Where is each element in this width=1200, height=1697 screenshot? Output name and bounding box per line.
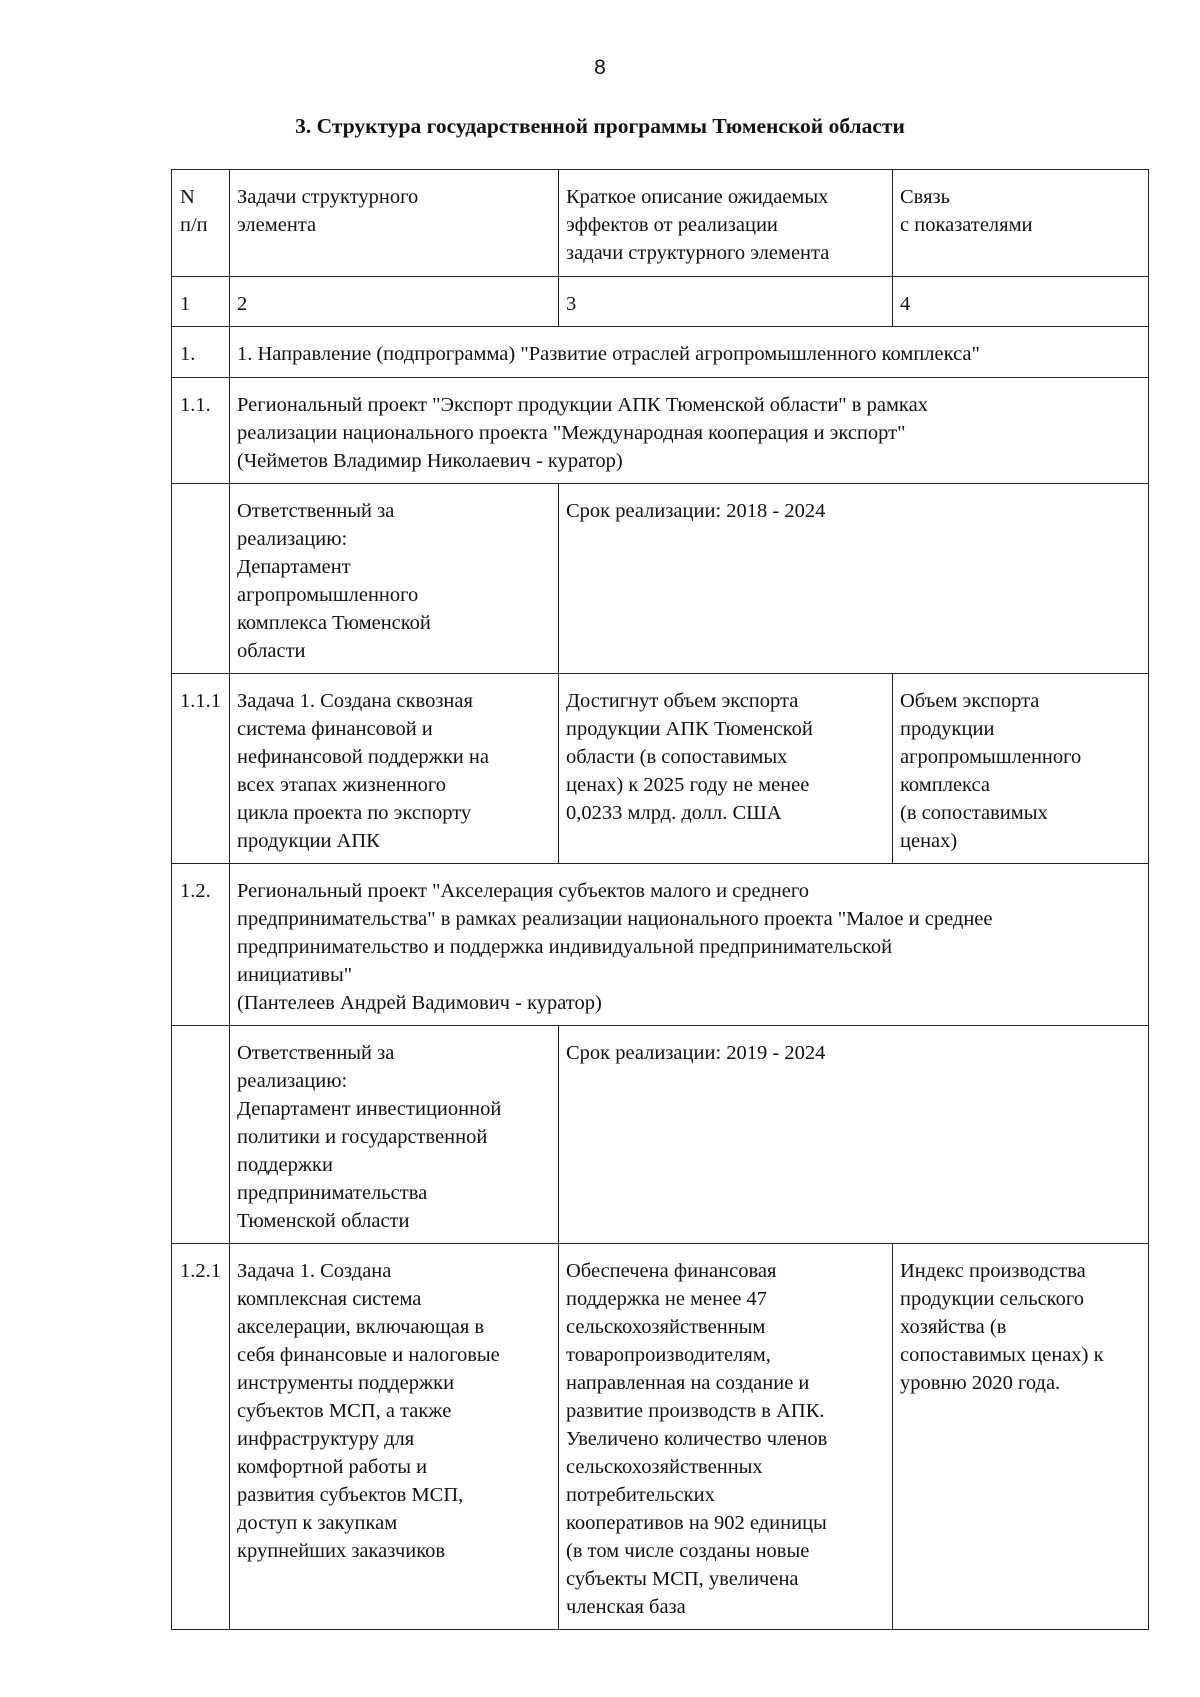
project-row xyxy=(172,378,1149,484)
empty-cell xyxy=(172,484,230,674)
task-1-2-1-indicator: Индекс производства продукции сельского хозяйства (в сопоставимых ценах) к уровню 2020 года. xyxy=(893,1244,1149,1630)
project-1-number: 1.1. xyxy=(172,378,230,484)
structure-table xyxy=(171,169,1149,1630)
column-number-1: 1 xyxy=(172,277,230,327)
responsible-row xyxy=(172,484,1149,674)
task-1-1-1-indicator: Объем экспорта продукции агропромышленного комплекса (в сопоставимых ценах) xyxy=(893,674,1149,864)
document-title: 3. Структура государственной программы Тюменской области xyxy=(295,114,905,138)
task-row xyxy=(172,674,1149,864)
project-row xyxy=(172,864,1149,1026)
task-1-1-1-number: 1.1.1 xyxy=(172,674,230,864)
project-1-term: Срок реализации: 2018 - 2024 xyxy=(559,484,1149,674)
header-number: N п/п xyxy=(172,170,230,277)
project-2-term: Срок реализации: 2019 - 2024 xyxy=(559,1026,1149,1244)
project-2-responsible: Ответственный за реализацию: Департамент инвестиционной политики и государственной поддержки предпринимательства Тюменской области xyxy=(230,1026,559,1244)
task-row xyxy=(172,1244,1149,1630)
project-2-text: Региональный проект "Акселерация субъектов малого и среднего предпринимательства" в рамках реализации национального проекта "Малое и среднее предпринимательство и поддержка индивидуальной предпринимательской инициативы" (Пантелеев Андрей Вадимович - куратор) xyxy=(230,864,1149,1026)
header-tasks: Задачи структурного элемента xyxy=(230,170,559,277)
task-1-1-1-description: Задача 1. Создана сквозная система финансовой и нефинансовой поддержки на всех этапах жизненного цикла проекта по экспорту продукции АПК xyxy=(230,674,559,864)
project-2-number: 1.2. xyxy=(172,864,230,1026)
direction-row xyxy=(172,327,1149,378)
header-effects: Краткое описание ожидаемых эффектов от реализации задачи структурного элемента xyxy=(559,170,893,277)
table-header-row xyxy=(172,170,1149,277)
column-number-3: 3 xyxy=(559,277,893,327)
task-1-2-1-number: 1.2.1 xyxy=(172,1244,230,1630)
task-1-1-1-effect: Достигнут объем экспорта продукции АПК Тюменской области (в сопоставимых ценах) к 2025 году не менее 0,0233 млрд. долл. США xyxy=(559,674,893,864)
responsible-row xyxy=(172,1026,1149,1244)
task-1-2-1-description: Задача 1. Создана комплексная система акселерации, включающая в себя финансовые и налоговые инструменты поддержки субъектов МСП, а также инфраструктуру для комфортной работы и развития субъектов МСП, доступ к закупкам крупнейших заказчиков xyxy=(230,1244,559,1630)
direction-number: 1. xyxy=(172,327,230,378)
header-indicators: Связь с показателями xyxy=(893,170,1149,277)
task-1-2-1-effect: Обеспечена финансовая поддержка не менее 47 сельскохозяйственным товаропроизводителям, направленная на создание и развитие производств в АПК. Увеличено количество членов сельскохозяйственных потребительских кооперативов на 902 единицы (в том числе созданы новые субъекты МСП, увеличена членская база xyxy=(559,1244,893,1630)
project-1-text: Региональный проект "Экспорт продукции АПК Тюменской области" в рамках реализации национального проекта "Международная кооперация и экспорт" (Чейметов Владимир Николаевич - куратор) xyxy=(230,378,1149,484)
page-number: 8 xyxy=(594,56,606,79)
empty-cell xyxy=(172,1026,230,1244)
column-number-4: 4 xyxy=(893,277,1149,327)
column-number-2: 2 xyxy=(230,277,559,327)
column-numbers-row xyxy=(172,277,1149,327)
direction-text: 1. Направление (подпрограмма) "Развитие отраслей агропромышленного комплекса" xyxy=(230,327,1149,378)
project-1-responsible: Ответственный за реализацию: Департамент агропромышленного комплекса Тюменской области xyxy=(230,484,559,674)
